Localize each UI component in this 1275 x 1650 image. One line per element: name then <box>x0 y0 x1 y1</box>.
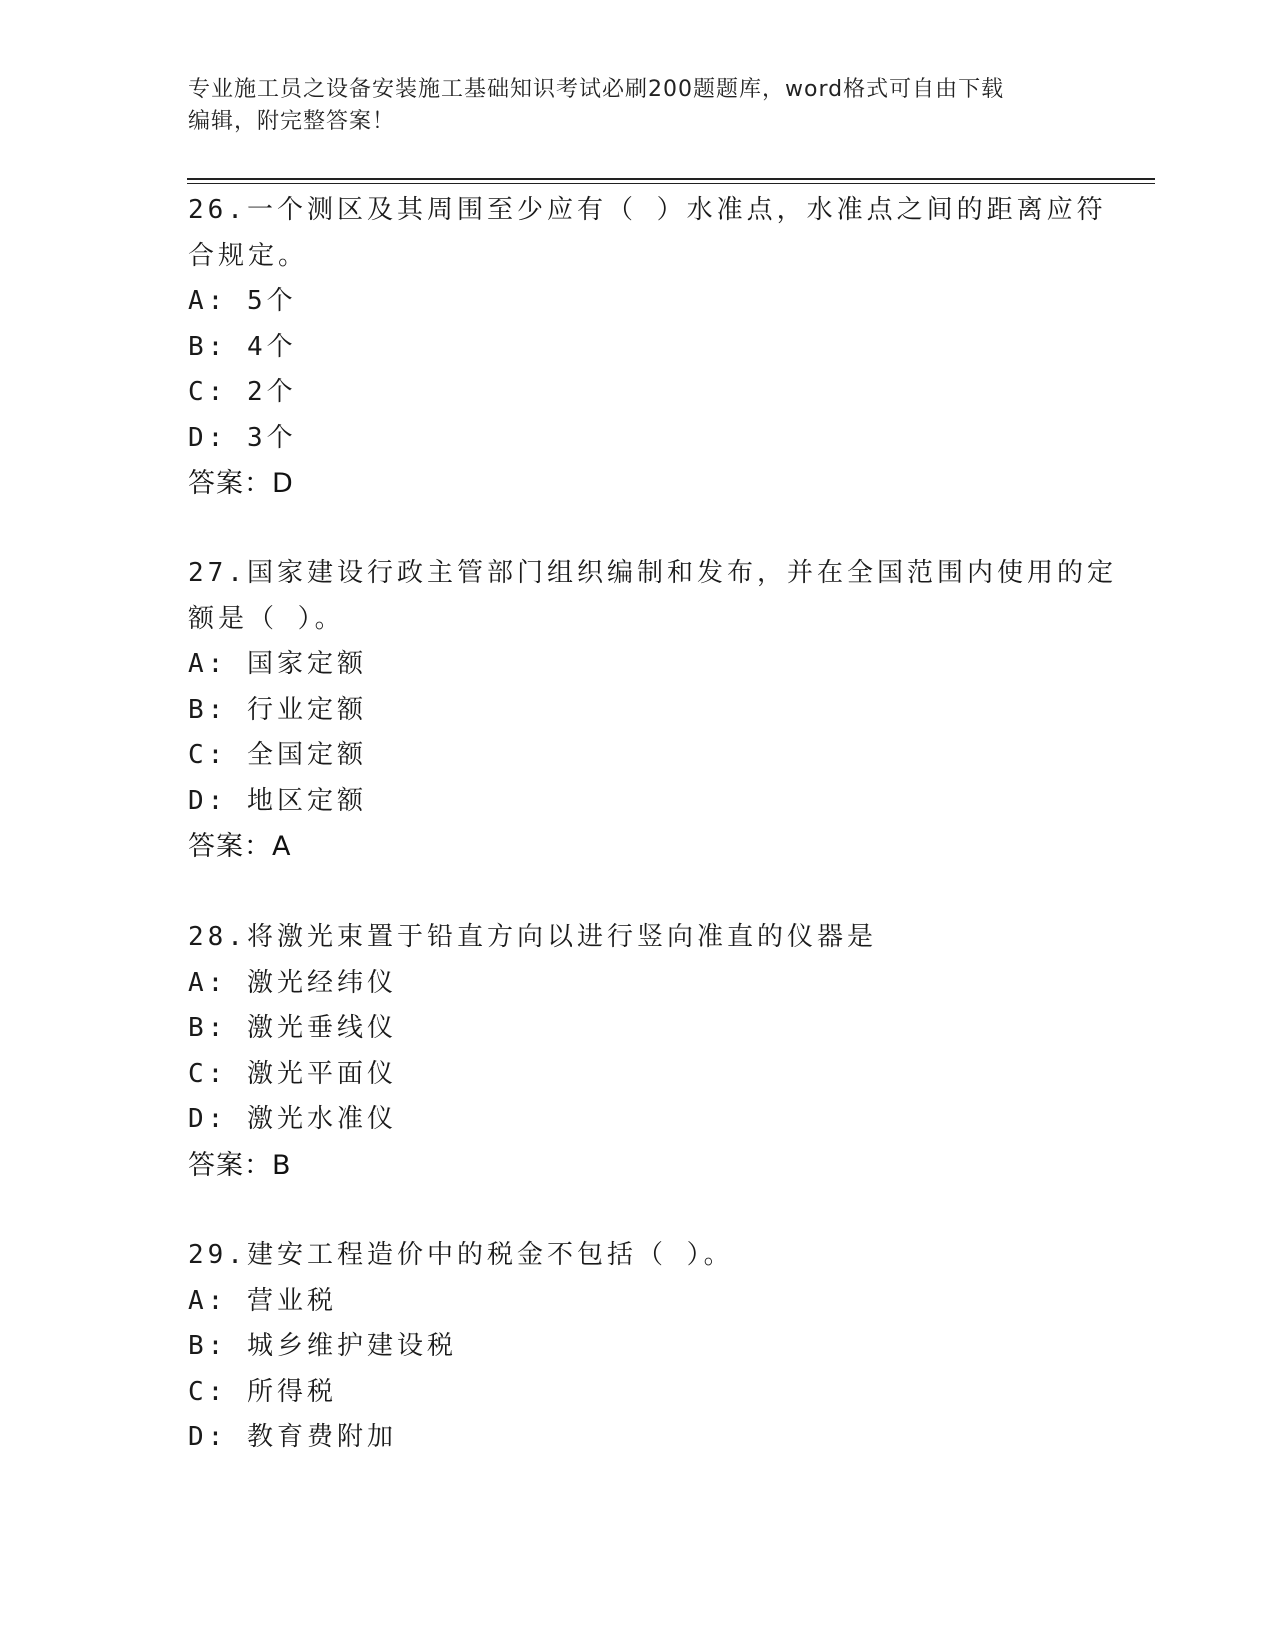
header-divider-thin <box>187 183 1155 184</box>
answer-line: 答案：A <box>188 831 292 862</box>
question-text-line: 合规定。 <box>188 240 309 271</box>
document-header <box>188 74 1088 138</box>
question-text-line: 27.国家建设行政主管部门组织编制和发布，并在全国范围内使用的定 <box>188 558 1117 588</box>
question-26 <box>188 188 1107 507</box>
header-divider-thick <box>187 178 1155 180</box>
option-d: D: 3个 <box>188 422 297 453</box>
question-text-line: 28.将激光束置于铅直方向以进行竖向准直的仪器是 <box>188 922 877 952</box>
question-text-line: 29.建安工程造价中的税金不包括（ ）。 <box>188 1240 734 1270</box>
question-27 <box>188 551 1117 870</box>
option-d: D: 地区定额 <box>188 785 367 816</box>
question-text-line: 额是（ ）。 <box>188 603 345 634</box>
option-c: C: 所得税 <box>188 1376 337 1407</box>
option-c: C: 2个 <box>188 377 297 407</box>
question-28 <box>188 915 1088 1188</box>
option-a: A: 营业税 <box>188 1285 337 1316</box>
option-d: D: 激光水准仪 <box>188 1104 397 1134</box>
answer-line: 答案：B <box>188 1149 292 1181</box>
option-a: A: 5个 <box>188 286 297 316</box>
option-b: B: 激光垂线仪 <box>188 1013 397 1043</box>
question-text-line: 26.一个测区及其周围至少应有（ ）水准点，水准点之间的距离应符 <box>188 195 1107 225</box>
option-a: A: 国家定额 <box>188 649 367 679</box>
option-d: D: 教育费附加 <box>188 1422 397 1452</box>
option-b: B: 行业定额 <box>188 694 367 725</box>
option-b: B: 城乡维护建设税 <box>188 1331 457 1361</box>
header-title-line-1: 专业施工员之设备安装施工基础知识考试必刷200题题库，word格式可自由下载 <box>188 77 1005 102</box>
option-c: C: 全国定额 <box>188 740 367 770</box>
option-a: A: 激光经纬仪 <box>188 967 397 998</box>
header-title-line-2: 编辑，附完整答案！ <box>188 109 396 134</box>
answer-line: 答案：D <box>188 468 294 499</box>
option-b: B: 4个 <box>188 331 297 362</box>
question-29 <box>188 1233 1088 1461</box>
option-c: C: 激光平面仪 <box>188 1058 397 1089</box>
